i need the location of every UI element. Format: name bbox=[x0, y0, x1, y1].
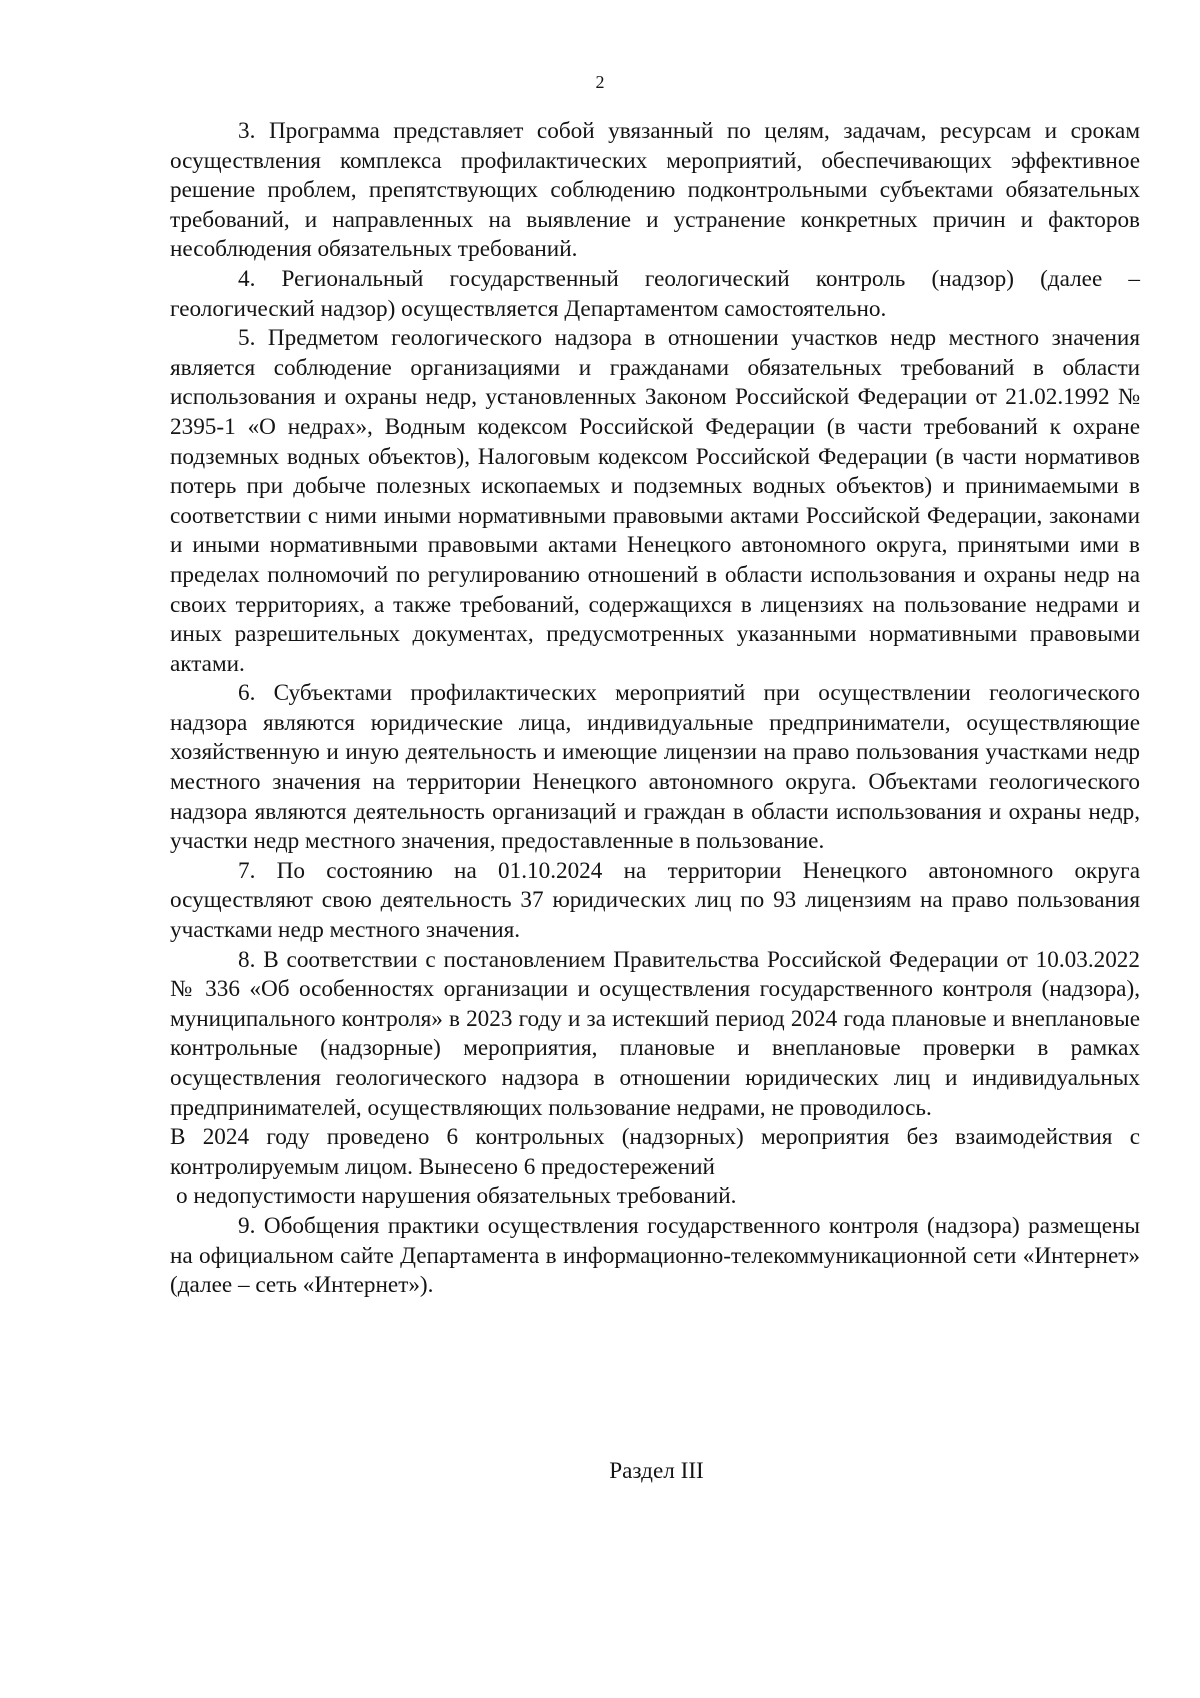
paragraph-9: 9. Обобщения практики осуществления государственного контроля (надзора) размещены на официальном сайте Департамента в информационно-телекоммуникационной сети «Интернет» (далее – сеть «Интернет»). bbox=[170, 1212, 1140, 1299]
page-number: 2 bbox=[595, 72, 605, 92]
document-body bbox=[170, 117, 1140, 1301]
section-heading: Раздел III bbox=[609, 1458, 704, 1484]
paragraph-8-continuation: В 2024 году проведено 6 контрольных (надзорных) мероприятия без взаимодействия с контролируемым лицом. Вынесено 6 предостережений bbox=[170, 1124, 1140, 1180]
paragraph-3: 3. Программа представляет собой увязанный по целям, задачам, ресурсам и срокам осуществления комплекса профилактических мероприятий, обеспечивающих эффективное решение проблем, препятствующих соблюдению подконтрольными субъектами обязательных требований, и направленных на выявление и устранение конкретных причин и факторов несоблюдения обязательных требований. bbox=[170, 118, 1140, 263]
paragraph-5: 5. Предметом геологического надзора в отношении участков недр местного значения является соблюдение организациями и гражданами обязательных требований в области использования и охраны недр, установленных Законом Российской Федерации от 21.02.1992 № 2395-1 «О недрах», Водным кодексом Российской Федерации (в части требований к охране подземных водных объектов), Налоговым кодексом Российской Федерации (в части нормативов потерь при добыче полезных ископаемых и подземных водных объектов) и принимаемыми в соответствии с ними иными нормативными правовыми актами Российской Федерации, законами и иными нормативными правовыми актами Ненецкого автономного округа, принятыми ими в пределах полномочий по регулированию отношений в области использования и охраны недр на своих территориях, а также требований, содержащихся в лицензиях на пользование недрами и иных разрешительных документах, предусмотренных указанными нормативными правовыми актами. bbox=[170, 325, 1140, 677]
paragraph-4: 4. Региональный государственный геологический контроль (надзор) (далее – геологический надзор) осуществляется Департаментом самостоятельно. bbox=[170, 265, 1140, 322]
paragraph-8-end: о недопустимости нарушения обязательных требований. bbox=[176, 1183, 737, 1210]
paragraph-8: 8. В соответствии с постановлением Правительства Российской Федерации от 10.03.2022 № 336 «Об особенностях организации и осуществления государственного контроля (надзора), муниципального контроля» в 2023 году и за истекший период 2024 года плановые и внеплановые контрольные (надзорные) мероприятия, плановые и внеплановые проверки в рамках осуществления геологического надзора в отношении юридических лиц и индивидуальных предпринимателей, осуществляющих пользование недрами, не проводилось. bbox=[170, 946, 1140, 1121]
paragraph-6: 6. Субъектами профилактических мероприятий при осуществлении геологического надзора являются юридические лица, индивидуальные предприниматели, осуществляющие хозяйственную и иную деятельность и имеющие лицензии на право пользования участками недр местного значения на территории Ненецкого автономного округа. Объектами геологического надзора являются деятельность организаций и граждан в области использования и охраны недр, участки недр местного значения, предоставленные в пользование. bbox=[170, 680, 1140, 855]
paragraph-7: 7. По состоянию на 01.10.2024 на территории Ненецкого автономного округа осуществляют свою деятельность 37 юридических лиц по 93 лицензиям на право пользования участками недр местного значения. bbox=[170, 857, 1140, 944]
